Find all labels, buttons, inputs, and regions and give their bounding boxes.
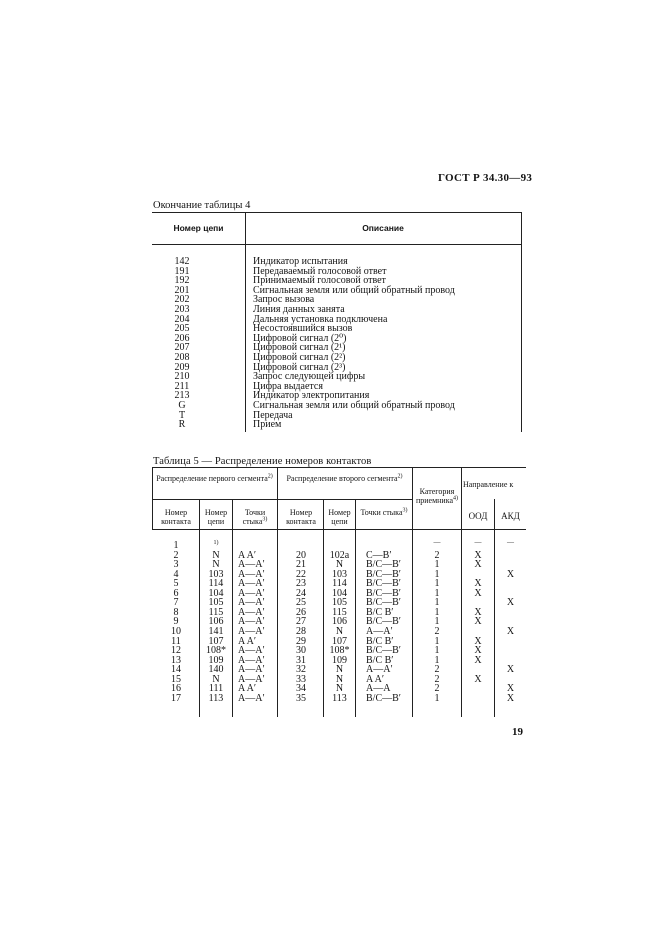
table5-cell-circuit2: 114 <box>332 578 347 590</box>
table4-row <box>152 411 522 421</box>
table4-row-number: 202 <box>174 294 190 306</box>
table5-cell-ood: X <box>474 654 482 666</box>
table5-cell-circuit2: 105 <box>332 597 347 609</box>
table5-cell-points1: A—A′ <box>238 597 265 609</box>
table4-row-number: 205 <box>174 323 190 335</box>
table5-cell-points1: A—A′ <box>238 606 265 618</box>
table5-cell-circuit1: 141 <box>208 625 224 637</box>
table4-row-number: R <box>178 419 186 431</box>
table5-cell-category: 2 <box>434 673 440 685</box>
table5-cell-points1: A—A′ <box>238 616 265 628</box>
table5-cell-points1: A—A′ <box>238 625 265 637</box>
table5-cell-points2: B/C—B′ <box>366 616 401 628</box>
table5-cell-ood: X <box>474 549 482 561</box>
table4-header-description: Описание <box>362 223 404 233</box>
table5-cell-points2: B/C—B′ <box>366 578 401 590</box>
table5-cell-circuit1: 108* <box>206 645 226 657</box>
table5-cell-ood: X <box>474 645 482 657</box>
table4-row-description: Сигнальная земля или общий обратный провод <box>253 400 455 411</box>
table5-cell-contact1: 8 <box>173 606 179 618</box>
table5-cell-ood: X <box>474 635 482 647</box>
table5-cell-ood: X <box>474 559 482 571</box>
table5-subheader-points2: Точки стыка$^{3)}$ <box>360 507 408 517</box>
table4-row-number: 207 <box>174 342 190 354</box>
table5-cell-points2: B/C—B′ <box>366 692 401 704</box>
table5-cell-points2: B/C—B′ <box>366 597 401 609</box>
table5-cell-contact2: 25 <box>296 597 306 609</box>
table4-row-description: Дальняя установка подключена <box>253 313 388 325</box>
table5-cell-circuit1: 115 <box>208 606 224 618</box>
table5-cell-circuit1: N <box>212 549 220 561</box>
table4-row-description: Цифровой сигнал (2⁰) <box>253 332 347 344</box>
table5-cell-akd: X <box>506 664 515 676</box>
table5-cell-category: 2 <box>434 683 440 695</box>
table5-cell-ood: X <box>474 673 482 685</box>
table5-cell-circuit1: N <box>212 673 220 685</box>
table5-subheader-contact2: Номер контакта <box>286 508 316 526</box>
table5-cell-circuit2: 109 <box>332 654 347 666</box>
table4-row-number: 213 <box>174 390 190 402</box>
table5-cell-points1: A A′ <box>238 635 257 647</box>
table5-cell-circuit2: 103 <box>332 568 347 580</box>
table5-cell-circuit2: 113 <box>332 692 347 704</box>
table5-cell-contact2: 32 <box>296 664 306 676</box>
table5-cell-contact1: 15 <box>171 673 181 685</box>
table5-cell-ood: X <box>474 606 482 618</box>
table5-cell-circuit2: N <box>335 673 344 685</box>
table4-row-description: Цифровой сигнал (2³) <box>253 361 346 373</box>
table5-cell-circuit1: 111 <box>208 683 224 695</box>
table5-cell-points2: A—A′ <box>366 664 393 676</box>
table5-cell-contact1: 14 <box>171 664 181 676</box>
table5-cell-akd: X <box>506 683 515 695</box>
table4-row-number: 208 <box>174 352 190 363</box>
table4-row-number: 203 <box>174 304 190 315</box>
table4-row-number: G <box>178 400 186 411</box>
table5-cell-circuit1: 109 <box>208 654 224 666</box>
table5-cell-akd: — <box>507 538 514 546</box>
table4-row-number: 204 <box>174 313 190 325</box>
table5-cell-contact1: 17 <box>171 692 181 704</box>
table5-cell-points2: A—A′ <box>366 625 393 637</box>
table5-cell-contact1: 4 <box>173 568 179 580</box>
table5-cell-circuit2: 108* <box>329 645 350 657</box>
table4-row-description: Передача <box>253 409 293 421</box>
table4-row-number: 192 <box>174 275 190 287</box>
table5-cell-contact1: 5 <box>173 578 179 590</box>
table5-cell-points1: A A′ <box>238 683 257 695</box>
table5-cell-contact1: 11 <box>171 635 181 647</box>
table5-cell-contact2: 28 <box>296 625 306 637</box>
table5-cell-category: 1 <box>434 635 440 647</box>
table5-cell-points1: A—A′ <box>238 673 265 685</box>
table5-cell-points1: A—A′ <box>238 654 265 666</box>
table5-cell-points2: A A′ <box>366 673 385 685</box>
table5-header-direction: Направление к <box>463 480 514 489</box>
table5-cell-points1: A—A′ <box>238 645 265 657</box>
table5-cell-contact1: 13 <box>171 654 181 666</box>
table5-cell-circuit2: 104 <box>332 587 347 599</box>
table4-row <box>152 401 522 411</box>
table4-row-description: Прием <box>253 419 282 431</box>
table5-cell-category: 1 <box>434 645 440 657</box>
table5-cell-points2: B/C—B′ <box>366 559 401 571</box>
table5-cell-akd: X <box>506 568 515 580</box>
table5-cell-circuit2: N <box>335 559 344 571</box>
table4-row-description: Сигнальная земля или общий обратный провод <box>253 284 455 296</box>
table5-subheader-points1: Точки стыка$^{3)}$ <box>242 508 268 526</box>
table5-cell-circuit1: N <box>212 559 220 571</box>
table5-cell-ood: X <box>474 616 482 628</box>
table5-cell-contact1: 3 <box>173 559 179 571</box>
table5-cell-points1: A A′ <box>238 549 257 561</box>
table5-cell-circuit2: N <box>335 664 344 676</box>
table5-cell-contact2: 26 <box>296 606 306 618</box>
table5-cell-points2: B/C B′ <box>366 654 394 666</box>
table5-cell-contact2: 24 <box>296 587 306 599</box>
table5-subheader-ood: ООД <box>468 511 488 521</box>
table5-caption: Таблица 5 — Распределение номеров контактов <box>153 456 372 467</box>
table5-cell-category: — <box>433 538 441 546</box>
table5-subheader-circuit2: Номер цепи <box>328 508 351 526</box>
table4-row-description: Цифровой сигнал (2¹) <box>253 342 346 354</box>
table5-cell-circuit2: N <box>335 625 344 637</box>
table5-cell-ood: X <box>474 578 482 590</box>
table5-cell-contact1: 2 <box>173 549 179 561</box>
table5-cell-contact1: 10 <box>171 625 181 637</box>
table5-cell-category: 1 <box>434 578 440 590</box>
table5-cell-points2: B/C—B′ <box>366 645 401 657</box>
table4-row-description: Принимаемый голосовой ответ <box>253 275 386 287</box>
table5-cell-points1: A—A′ <box>238 587 265 599</box>
table4-row <box>152 420 522 430</box>
table5-cell-contact2: 34 <box>296 683 306 695</box>
table5-cell-contact1: 6 <box>173 587 179 599</box>
table5-cell-points1: A—A′ <box>238 568 265 580</box>
table5-cell-circuit1: 103 <box>208 568 224 580</box>
table5-cell-circuit2: 115 <box>332 606 347 618</box>
table5-cell-contact2: 27 <box>296 616 306 628</box>
table5-cell-points1: A—A′ <box>238 692 265 704</box>
table5-cell-ood: X <box>474 587 482 599</box>
table5-cell-contact1: 12 <box>171 645 181 657</box>
table5-subheader-akd: АКД <box>501 511 520 521</box>
table5-cell-circuit1: 106 <box>208 616 224 628</box>
table4-row-description: Передаваемый голосовой ответ <box>253 265 387 277</box>
table5-cell-circuit1: 1) <box>213 540 219 546</box>
table5-cell-contact2: 35 <box>296 692 306 704</box>
table4-row-number: 211 <box>174 380 190 392</box>
table5-cell-points2: B/C B′ <box>366 635 394 647</box>
table5-cell-circuit1: 104 <box>208 587 224 599</box>
table4-row-number: 201 <box>174 284 190 296</box>
table5-cell-circuit1: 105 <box>208 597 224 609</box>
table4-row-number: T <box>178 409 186 421</box>
table4-row-number: 209 <box>174 361 190 373</box>
table5-cell-contact2: 20 <box>296 549 306 561</box>
table5-header-category: Категория приемника$^{4)}$ <box>415 487 459 505</box>
table4-row-number: 210 <box>174 371 190 383</box>
table4-row-description: Цифровой сигнал (2²) <box>253 352 346 363</box>
table5-cell-ood: — <box>474 538 482 546</box>
table5-cell-circuit2: 106 <box>332 616 347 628</box>
table5-cell-contact2: 31 <box>296 654 306 666</box>
table5-cell-points2: B/C—B′ <box>366 587 401 599</box>
table4 <box>152 212 522 432</box>
table4-row-number: 206 <box>174 332 190 344</box>
table5-header-second-segment: Распределение второго сегмента$^{2)}$ <box>286 473 403 483</box>
table5 <box>152 467 526 717</box>
table5-cell-category: 2 <box>434 549 440 561</box>
table5-cell-circuit1: 114 <box>208 578 224 590</box>
table4-row-description: Запрос следующей цифры <box>253 371 366 383</box>
table5-cell-contact1: 1 <box>173 540 179 551</box>
table5-cell-points1: A—A′ <box>238 664 265 676</box>
table5-cell-contact2: 30 <box>296 645 306 657</box>
table4-row-number: 191 <box>174 265 190 277</box>
page-number: 19 <box>512 726 523 738</box>
table5-cell-circuit2: 102a <box>329 549 350 561</box>
table4-caption: Окончание таблицы 4 <box>153 200 251 211</box>
table5-cell-contact1: 7 <box>173 597 179 609</box>
table4-row <box>152 286 522 296</box>
table5-cell-category: 1 <box>434 568 440 580</box>
table5-cell-points1: A—A′ <box>238 559 265 571</box>
table4-row-description: Запрос вызова <box>253 294 315 306</box>
table5-cell-contact2: 21 <box>296 559 306 571</box>
table5-cell-category: 1 <box>434 597 440 609</box>
table5-cell-circuit2: N <box>335 683 344 695</box>
table5-header-first-segment: Распределение первого сегмента$^{2)}$ <box>156 473 273 483</box>
table4-row-description: Цифра выдается <box>253 380 323 392</box>
table5-cell-contact2: 22 <box>296 568 306 580</box>
table4-row-description: Индикатор испытания <box>253 256 348 267</box>
table5-cell-category: 2 <box>434 664 440 676</box>
table5-cell-akd: X <box>506 625 515 637</box>
table5-cell-points2: C—B′ <box>366 549 392 561</box>
table5-cell-points2: B/C—B′ <box>366 568 401 580</box>
table5-cell-category: 1 <box>434 616 440 628</box>
table5-cell-category: 1 <box>434 587 440 599</box>
table5-cell-category: 1 <box>434 559 440 571</box>
table5-cell-circuit1: 107 <box>208 635 224 647</box>
table5-cell-contact2: 23 <box>296 578 306 590</box>
table5-cell-category: 1 <box>434 654 440 666</box>
table5-subheader-circuit1: Номер цепи <box>204 508 228 526</box>
table5-cell-akd: X <box>506 597 515 609</box>
table5-cell-points2: B/C B′ <box>366 606 394 618</box>
table4-row-description: Несостоявшийся вызов <box>253 323 353 335</box>
table5-cell-contact1: 9 <box>173 616 179 628</box>
table5-cell-points2: A—A <box>366 683 391 695</box>
table5-cell-circuit2: 107 <box>332 635 347 647</box>
table5-cell-points1: A—A′ <box>238 578 265 590</box>
table4-header-number: Номер цепи <box>173 223 224 233</box>
table5-cell-category: 1 <box>434 692 440 704</box>
table4-row <box>152 372 522 382</box>
table5-cell-category: 2 <box>434 625 440 637</box>
table5-cell-contact2: 33 <box>296 673 306 685</box>
document-header: ГОСТ Р 34.30—93 <box>438 172 533 184</box>
table5-cell-circuit1: 113 <box>208 692 224 704</box>
table5-subheader-contact1: Номер контакта <box>161 508 191 526</box>
table5-cell-circuit1: 140 <box>208 664 224 676</box>
table5-cell-akd: X <box>506 692 515 704</box>
table5-cell-contact2: 29 <box>296 635 306 647</box>
table5-cell-category: 1 <box>434 606 440 618</box>
table4-row-number: 142 <box>174 256 190 267</box>
table4-row-description: Линия данных занята <box>253 304 345 315</box>
table4-row-description: Индикатор электропитания <box>253 390 370 402</box>
table5-cell-contact1: 16 <box>171 683 181 695</box>
